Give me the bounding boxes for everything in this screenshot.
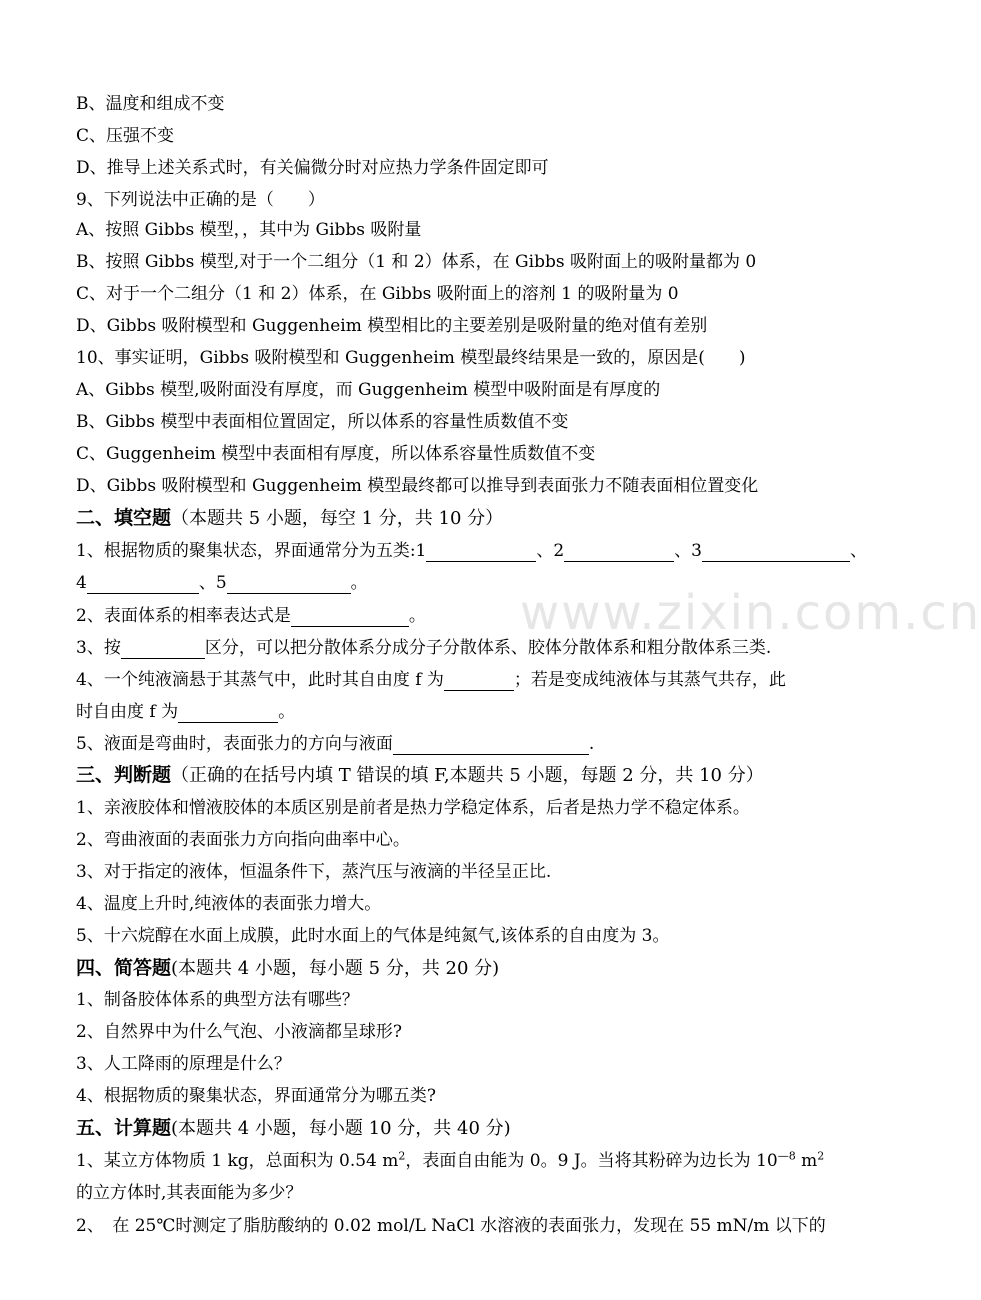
fill-q4-blank-1[interactable] [444, 672, 514, 691]
fill-q1-blank-2[interactable] [564, 543, 674, 562]
fill-q4-text-b: ；若是变成纯液体与其蒸气共存，此 [513, 670, 786, 690]
short-answer-2: 2、自然界中为什么气泡、小液滴都呈球形? [76, 1022, 402, 1042]
fill-q1-sep-5: 、5 [198, 573, 227, 593]
section2-note: （本题共 5 小题，每空 1 分，共 10 分） [171, 508, 504, 529]
fill-q1-text: 1、根据物质的聚集状态，界面通常分为五类:1 [76, 541, 427, 561]
calc-q1-sup-1: 2 [398, 1149, 406, 1163]
q8-option-d: D、推导上述关系式时，有关偏微分时对应热力学条件固定即可 [76, 158, 549, 178]
fill-q1-sep-4: 、 [850, 541, 868, 561]
fill-q4-line2 [76, 701, 870, 723]
calc-q1-text-c: m [795, 1151, 818, 1171]
judge-item-3: 3、对于指定的液体，恒温条件下，蒸汽压与液滴的半径呈正比. [76, 862, 552, 882]
judge-item-4: 4、温度上升时,纯液体的表面张力增大。 [76, 894, 382, 914]
q10-stem: 10、事实证明，Gibbs 吸附模型和 Guggenheim 模型最终结果是一致的，原因是( ) [76, 348, 746, 368]
judge-item-2: 2、弯曲液面的表面张力方向指向曲率中心。 [76, 830, 410, 850]
fill-q3-text-b: 区分，可以把分散体系分成分子分散体系、胶体分散体系和粗分散体系三类. [204, 638, 772, 658]
fill-q2 [76, 605, 870, 627]
fill-q2-blank[interactable] [291, 608, 409, 627]
short-answer-3: 3、人工降雨的原理是什么？ [76, 1054, 291, 1074]
fill-q5-end: . [588, 734, 595, 754]
short-answer-1: 1、制备胶体体系的典型方法有哪些？ [76, 990, 359, 1010]
q10-option-a: A、Gibbs 模型,吸附面没有厚度，而 Guggenheim 模型中吸附面是有厚度的 [76, 380, 661, 400]
fill-q2-end: 。 [408, 606, 426, 626]
section3-title: 三、判断题 [76, 764, 172, 786]
section2-title: 二、填空题 [76, 507, 172, 529]
fill-q4-line1 [76, 669, 870, 691]
judge-item-1: 1、亲液胶体和憎液胶体的本质区别是前者是热力学稳定体系，后者是热力学不稳定体系。 [76, 798, 750, 818]
section5-note: (本题共 4 小题，每小题 10 分，共 40 分) [171, 1118, 511, 1139]
q9-stem: 9、下列说法中正确的是（ ） [76, 190, 325, 210]
section4-heading [76, 957, 870, 980]
fill-q3-blank[interactable] [121, 640, 205, 659]
fill-q4-text-a: 4、一个纯液滴悬于其蒸气中，此时其自由度 f 为 [76, 670, 444, 690]
q10-option-d: D、Gibbs 吸附模型和 Guggenheim 模型最终都可以推导到表面张力不随表面相位置变化 [76, 476, 759, 496]
fill-q3 [76, 637, 870, 659]
q9-option-b: B、按照 Gibbs 模型,对于一个二组分（1 和 2）体系，在 Gibbs 吸附面上的吸附量都为 0 [76, 252, 757, 272]
section5-title: 五、计算题 [76, 1117, 172, 1139]
fill-q1-blank-4[interactable] [87, 575, 199, 594]
calc-q1-line2: 的立方体时,其表面能为多少？ [76, 1183, 303, 1203]
fill-q2-text: 2、表面体系的相率表达式是 [76, 606, 291, 626]
fill-q1-line2 [76, 572, 870, 594]
section4-note: (本题共 4 小题，每小题 5 分，共 20 分) [171, 958, 500, 979]
fill-q3-text-a: 3、按 [76, 638, 121, 658]
q10-option-c: C、Guggenheim 模型中表面相有厚度，所以体系容量性质数值不变 [76, 444, 596, 464]
section2-heading [76, 507, 870, 530]
q8-option-c: C、压强不变 [76, 126, 175, 146]
section5-heading [76, 1117, 870, 1140]
fill-q4-text-c: 时自由度 f 为 [76, 702, 179, 722]
calc-q1-text-b: ，表面自由能为 0。9 J。当将其粉碎为边长为 10 [405, 1151, 778, 1171]
calc-q1-line1 [76, 1150, 870, 1172]
calc-q2: 2、 在 25℃时测定了脂肪酸纳的 0.02 mol/L NaCl 水溶液的表面张力，发现在 55 mN/m 以下的 [76, 1216, 826, 1236]
calc-q1-sup-3: 2 [817, 1149, 825, 1163]
fill-q1-blank-5[interactable] [227, 575, 351, 594]
q9-option-d: D、Gibbs 吸附模型和 Guggenheim 模型相比的主要差别是吸附量的绝对值有差别 [76, 316, 708, 336]
fill-q5-text: 5、液面是弯曲时，表面张力的方向与液面 [76, 734, 393, 754]
section3-heading [76, 764, 870, 787]
fill-q5 [76, 733, 870, 755]
calc-q1-sup-2: —8 [777, 1149, 796, 1163]
short-answer-4: 4、根据物质的聚集状态，界面通常分为哪五类? [76, 1086, 436, 1106]
q8-option-b: B、温度和组成不变 [76, 94, 225, 114]
q10-option-b: B、Gibbs 模型中表面相位置固定，所以体系的容量性质数值不变 [76, 412, 569, 432]
fill-q1-line1 [76, 540, 870, 562]
judge-item-5: 5、十六烷醇在水面上成膜，此时水面上的气体是纯氮气,该体系的自由度为 3。 [76, 926, 670, 946]
fill-q4-blank-2[interactable] [178, 704, 278, 723]
q9-option-c: C、对于一个二组分（1 和 2）体系，在 Gibbs 吸附面上的溶剂 1 的吸附量为 0 [76, 284, 679, 304]
fill-q1-blank-3[interactable] [702, 543, 850, 562]
calc-q1-text-a: 1、某立方体物质 1 kg，总面积为 0.54 m [76, 1151, 399, 1171]
fill-q4-end: 。 [278, 702, 296, 722]
section4-title: 四、简答题 [76, 957, 172, 979]
watermark: www.zixin.com.cn [520, 585, 981, 641]
fill-q1-blank-1[interactable] [426, 543, 536, 562]
q9-option-a: A、按照 Gibbs 模型，，其中为 Gibbs 吸附量 [76, 220, 422, 240]
fill-q1-end: 。 [350, 573, 368, 593]
fill-q5-blank[interactable] [393, 736, 589, 755]
fill-q1-sep-2: 、2 [536, 541, 565, 561]
fill-q1-sep-3: 、3 [674, 541, 703, 561]
fill-q1-text-4: 4 [76, 573, 87, 593]
section3-note: （正确的在括号内填 T 错误的填 F,本题共 5 小题，每题 2 分，共 10 分） [171, 765, 764, 786]
